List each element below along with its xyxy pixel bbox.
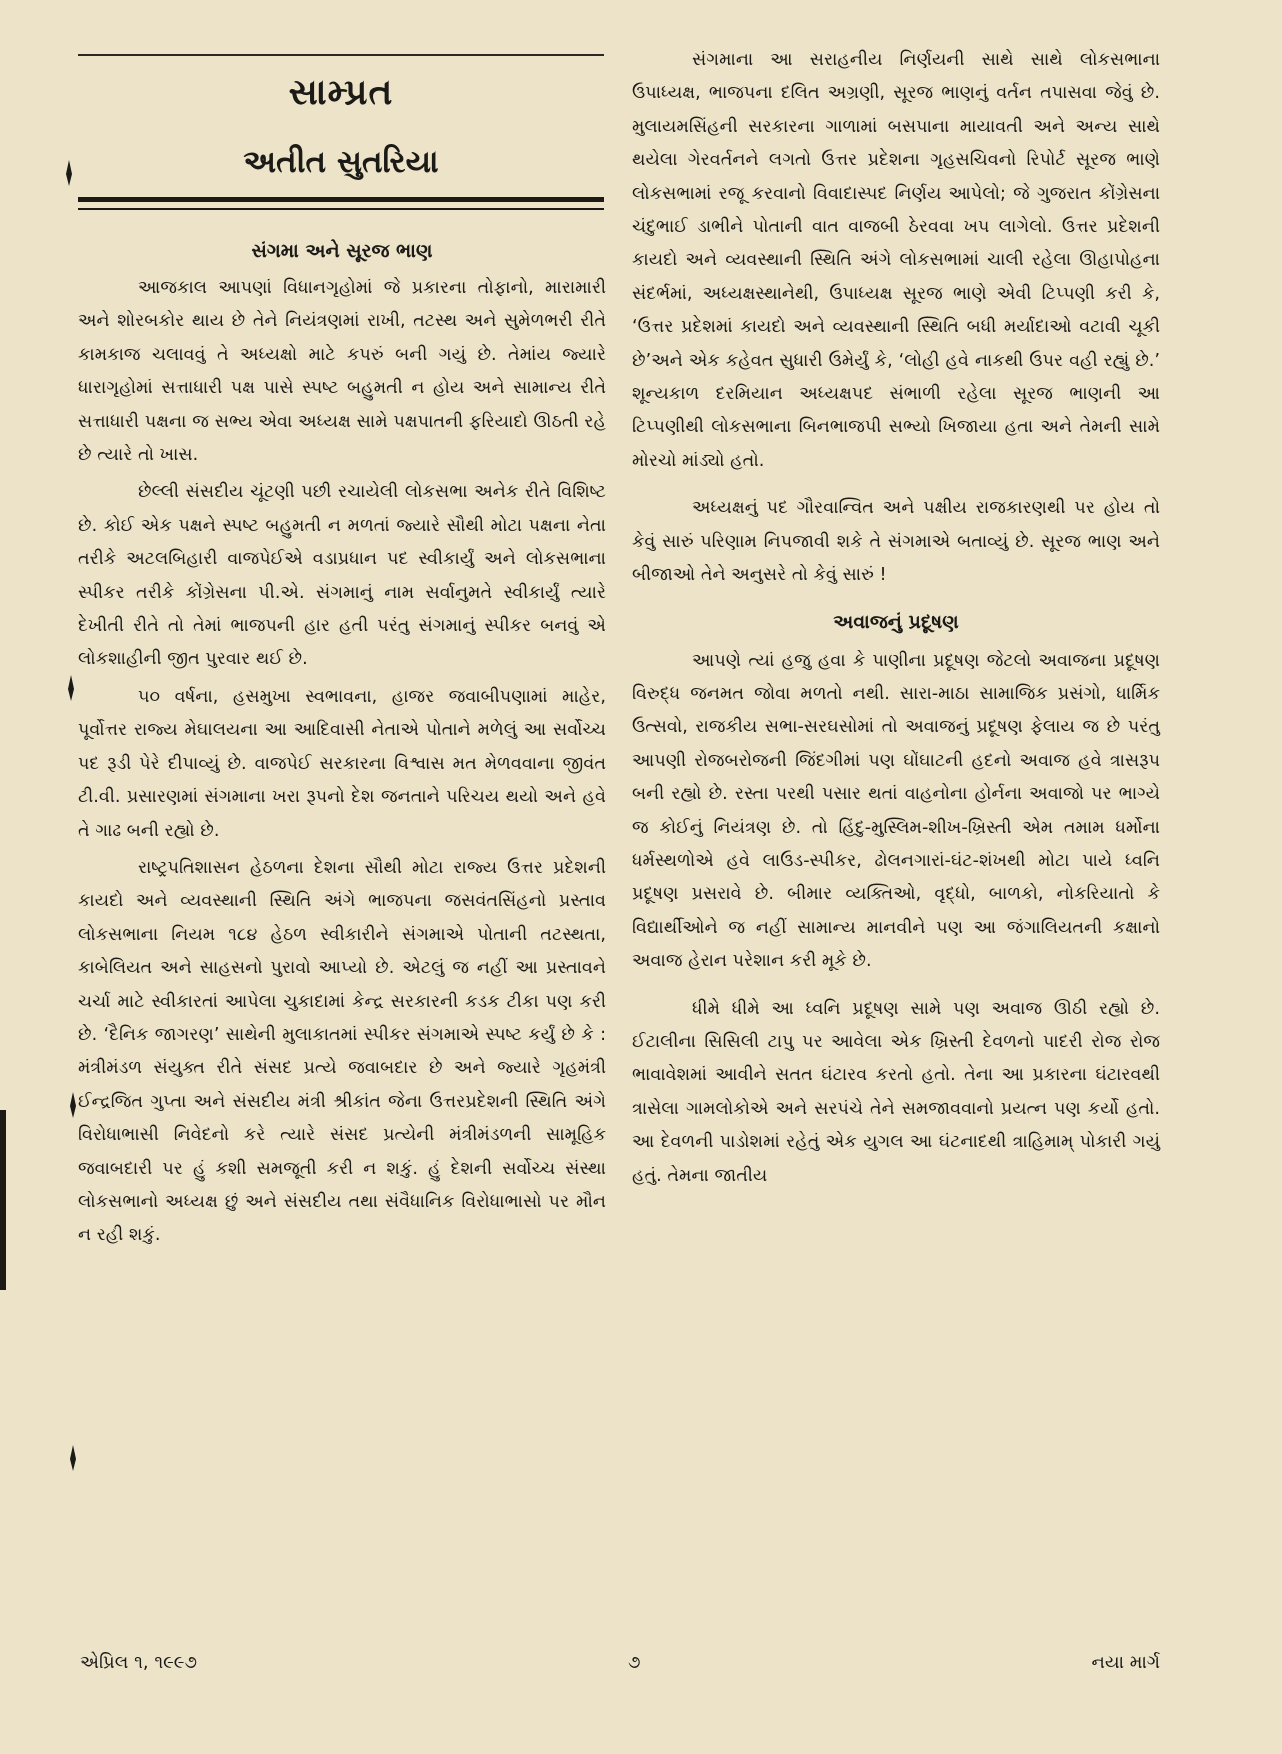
section-title: સામ્પ્રત xyxy=(288,72,394,113)
article-paragraph: સંગમાના આ સરાહનીય નિર્ણયની સાથે સાથે લોકસભાના ઉપાધ્યક્ષ, ભાજપના દલિત અગ્રણી, સૂરજ ભાણનું વર્તન તપાસવા જેવું છે. મુલાયમસિંહની સરકારના ગાળામાં બસપાના માયાવતી અને અન્ય સાથે થયેલા ગેરવર્તનને લગતો ઉત્તર પ્રદેશના ગૃહસચિવનો રિપોર્ટ સૂરજ ભાણે લોકસભામાં રજૂ કરવાનો વિવાદાસ્પદ નિર્ણય આપેલો; જે ગુજરાત કોંગ્રેસના ચંદુભાઈ ડાભીને પોતાની વાત વાજબી ઠેરવવા ખપ લાગેલો. ઉત્તર પ્રદેશની કાયદો અને વ્યવસ્થાની સ્થિતિ અંગે લોકસભામાં ચાલી રહેલા ઊહાપોહના સંદર્ભમાં, અધ્યક્ષસ્થાનેથી, ઉપાધ્યક્ષ સૂરજ ભાણે એવી ટિપ્પણી કરી કે, ‘ઉત્તર પ્રદેશમાં કાયદો અને વ્યવસ્થાની સ્થિતિ બધી મર્યાદાઓ વટાવી ચૂકી છે’અને એક કહેવત સુધારી ઉમેર્યું કે, ‘લોહી હવે નાકથી ઉપર વહી રહ્યું છે.’ શૂન્યકાળ દરમિયાન અધ્યક્ષપદ સંભાળી રહેલા સૂરજ ભાણની આ ટિપ્પણીથી લોકસભાના બિનભાજપી સભ્યો ખિજાયા હતા અને તેમની સામે મોરચો માંડ્યો હતો. xyxy=(632,50,1160,471)
article-paragraph: આપણે ત્યાં હજુ હવા કે પાણીના પ્રદૂષણ જેટલો અવાજના પ્રદૂષણ વિરુદ્ધ જનમત જોવા મળતો નથી. સારા-માઠા સામાજિક પ્રસંગો, ધાર્મિક ઉત્સવો, રાજકીય સભા-સરઘસોમાં તો અવાજનું પ્રદૂષણ ફેલાય જ છે પરંતુ આપણી રોજબરોજની જિંદગીમાં પણ ઘોંઘાટની હદનો અવાજ હવે ત્રાસરૂપ બની રહ્યો છે. રસ્તા પરથી પસાર થતાં વાહનોના હોર્નના અવાજો પર ભાગ્યે જ કોઈનું નિયંત્રણ છે. તો હિંદુ-મુસ્લિમ-શીખ-ખ્રિસ્તી એમ તમામ ધર્મોના ધર્મસ્થળોએ હવે લાઉડ-સ્પીકર, ઢોલનગારાં-ઘંટ-શંખથી મોટા પાયે ધ્વનિ પ્રદૂષણ પ્રસરાવે છે. બીમાર વ્યક્તિઓ, વૃદ્ધો, બાળકો, નોકરિયાતો કે વિદ્યાર્થીઓને જ નહીં સામાન્ય માનવીને પણ આ જંગાલિયતની કક્ષાનો અવાજ હેરાન પરેશાન કરી મૂકે છે. xyxy=(632,650,1160,972)
article-paragraph: અધ્યક્ષનું પદ ગૌરવાન્વિત અને પક્ષીય રાજકારણથી પર હોય તો કેવું સારું પરિણામ નિપજાવી શકે તે સંગમાએ બતાવ્યું છે. સૂરજ ભાણ અને બીજાઓ તેને અનુસરે તો કેવું સારું ! xyxy=(632,498,1160,586)
article-paragraph: છેલ્લી સંસદીય ચૂંટણી પછી રચાયેલી લોકસભા અનેક રીતે વિશિષ્ટ છે. કોઈ એક પક્ષને સ્પષ્ટ બહુમતી ન મળતાં જ્યારે સૌથી મોટા પક્ષના નેતા તરીકે અટલબિહારી વાજપેઈએ વડાપ્રધાન પદ સ્વીકાર્યું અને લોકસભાના સ્પીકર તરીકે કોંગ્રેસના પી.એ. સંગમાનું નામ સર્વાનુમતે સ્વીકાર્યું ત્યારે દેખીતી રીતે તો તેમાં ભાજપની હાર હતી પરંતુ સંગમાનું સ્પીકર બનવું એ લોકશાહીની જીત પુરવાર થઈ છે. xyxy=(78,482,606,670)
article-heading: સંગમા અને સૂરજ ભાણ xyxy=(251,240,433,262)
right-column xyxy=(632,44,1160,1207)
author-name: અતીત સુતરિયા xyxy=(243,144,439,180)
article-heading: અવાજનું પ્રદૂષણ xyxy=(833,610,959,633)
edge-shadow xyxy=(0,1110,6,1290)
staple-mark-icon xyxy=(64,675,78,701)
staple-mark-icon xyxy=(62,160,76,186)
left-column xyxy=(78,44,606,1257)
article-paragraph: આજકાલ આપણાં વિધાનગૃહોમાં જે પ્રકારના તોફાનો, મારામારી અને શોરબકોર થાય છે તેને નિયંત્રણમાં રાખી, તટસ્થ અને સુમેળભરી રીતે કામકાજ ચલાવવું તે અધ્યક્ષો માટે કપરું બની ગયું છે. તેમાંય જ્યારે ધારાગૃહોમાં સત્તાધારી પક્ષ પાસે સ્પષ્ટ બહુમતી ન હોય અને સામાન્ય રીતે સત્તાધારી પક્ષના જ સભ્ય એવા અધ્યક્ષ સામે પક્ષપાતની ફરિયાદો ઊઠતી રહે છે ત્યારે તો ખાસ. xyxy=(78,278,606,466)
article-paragraph: ધીમે ધીમે આ ધ્વનિ પ્રદૂષણ સામે પણ અવાજ ઊઠી રહ્યો છે. ઈટાલીના સિસિલી ટાપુ પર આવેલા એક ખ્રિસ્તી દેવળનો પાદરી રોજ રોજ ભાવાવેશમાં આવીને સતત ઘંટારવ કરતો હતો. તેના આ પ્રકારના ઘંટારવથી ત્રાસેલા ગામલોકોએ અને સરપંચે તેને સમજાવવાનો પ્રયત્ન પણ કર્યો હતો. આ દેવળની પાડોશમાં રહેતું એક યુગલ આ ઘંટનાદથી ત્રાહિમામ્ પોકારી ગયું હતું. તેમના જાતીય xyxy=(632,998,1160,1186)
footer-date: એપ્રિલ ૧, ૧૯૯૭ xyxy=(80,1652,197,1673)
page-number: ૭ xyxy=(628,1652,641,1673)
article-paragraph: રાષ્ટ્રપતિશાસન હેઠળના દેશના સૌથી મોટા રાજ્ય ઉત્તર પ્રદેશની કાયદો અને વ્યવસ્થાની સ્થિતિ અંગે ભાજપના જસવંતસિંહનો પ્રસ્તાવ લોકસભાના નિયમ ૧૮૪ હેઠળ સ્વીકારીને સંગમાએ પોતાની તટસ્થતા, કાબેલિયત અને સાહસનો પુરાવો આપ્યો છે. એટલું જ નહીં આ પ્રસ્તાવને ચર્ચા માટે સ્વીકારતાં આપેલા ચુકાદામાં કેન્દ્ર સરકારની કડક ટીકા પણ કરી છે. ‘દૈનિક જાગરણ’ સાથેની મુલાકાતમાં સ્પીકર સંગમાએ સ્પષ્ટ કર્યું છે કે : મંત્રીમંડળ સંયુક્ત રીતે સંસદ પ્રત્યે જવાબદાર છે અને જ્યારે ગૃહમંત્રી ઈન્દ્રજિત ગુપ્તા અને સંસદીય મંત્રી શ્રીકાંત જેના ઉત્તરપ્રદેશની સ્થિતિ અંગે વિરોધાભાસી નિવેદનો કરે ત્યારે સંસદ પ્રત્યેની મંત્રીમંડળની સામૂહિક જવાબદારી પર હું કશી સમજૂતી કરી ન શકું. હું દેશની સર્વોચ્ચ સંસ્થા લોકસભાનો અધ્યક્ષ છું અને સંસદીય તથા સંવૈધાનિક વિરોધાભાસો પર મૌન ન રહી શકું. xyxy=(78,857,606,1246)
publication-name: નયા માર્ગ xyxy=(1091,1652,1160,1673)
article-paragraph: ૫૦ વર્ષના, હસમુખા સ્વભાવના, હાજર જવાબીપણામાં માહેર, પૂર્વોત્તર રાજ્ય મેઘાલયના આ આદિવાસી નેતાએ પોતાને મળેલું આ સર્વોચ્ચ પદ રૂડી પેરે દીપાવ્યું છે. વાજપેઈ સરકારના વિશ્વાસ મત મેળવવાના જીવંત ટી.વી. પ્રસારણમાં સંગમાના ખરા રૂપનો દેશ જનતાને પરિચય થયો અને હવે તે ગાઢ બની રહ્યો છે. xyxy=(78,686,606,841)
staple-mark-icon xyxy=(66,1445,80,1471)
